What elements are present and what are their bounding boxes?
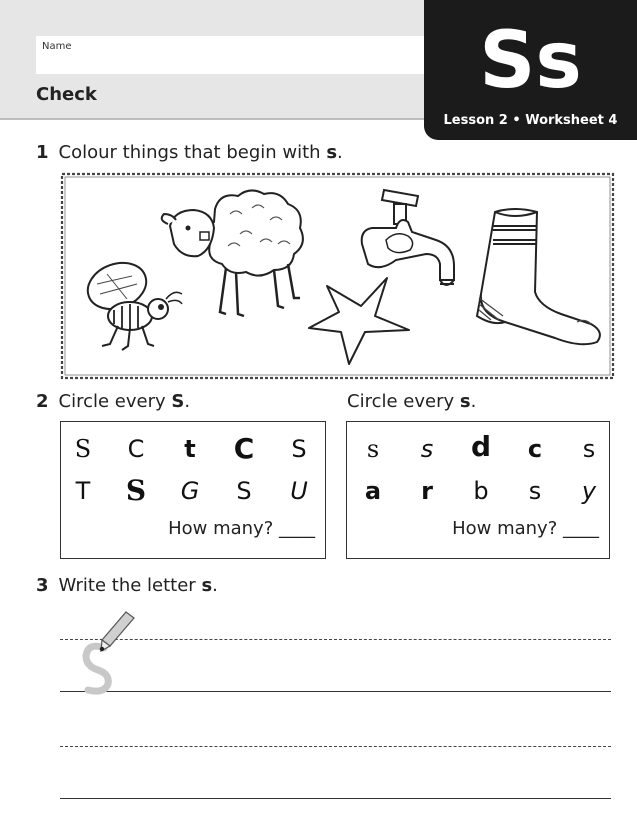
letter-cell[interactable]: S	[74, 435, 92, 463]
question-text: Colour things that begin with	[58, 142, 327, 163]
question-punct: .	[212, 575, 218, 596]
how-many-prompt: How many? ____	[168, 518, 315, 539]
trace-letter-s-icon	[70, 604, 140, 696]
letter-cell[interactable]: s	[582, 435, 596, 463]
prompt-letter: S	[171, 391, 185, 412]
letter-cell[interactable]: c	[527, 435, 543, 463]
letter-cell[interactable]: s	[528, 477, 542, 505]
sock-icon[interactable]	[465, 206, 610, 354]
writing-baseline-2[interactable]	[60, 798, 611, 799]
prompt-text: Circle every	[58, 391, 172, 412]
writing-guide-dashed-1	[60, 639, 611, 640]
writing-guide-dashed-2	[60, 746, 611, 747]
big-letters: Ss	[479, 16, 582, 106]
tap-icon[interactable]	[356, 180, 466, 300]
letter-cell[interactable]: b	[473, 477, 489, 505]
letter-cell[interactable]: S	[291, 435, 307, 463]
question-number: 2	[36, 391, 49, 412]
letter-cell[interactable]: y	[581, 477, 597, 505]
letter-cell[interactable]: S	[236, 477, 252, 505]
letter-cell[interactable]: G	[180, 477, 200, 505]
prompt-punct: .	[470, 391, 477, 412]
letter-cell[interactable]: d	[470, 430, 492, 463]
question-3	[36, 575, 218, 596]
question-1	[36, 142, 343, 163]
letter-cell[interactable]: s	[420, 435, 434, 463]
letter-cell[interactable]: a	[364, 477, 382, 505]
pencil-icon	[100, 612, 134, 651]
question-number: 3	[36, 575, 49, 596]
letter-box-lowercase	[346, 421, 610, 559]
picture-frame	[60, 172, 615, 380]
letter-badge	[424, 0, 637, 140]
writing-baseline-1[interactable]	[60, 691, 611, 692]
sheep-icon[interactable]	[160, 184, 310, 329]
letter-cell[interactable]: r	[421, 477, 433, 505]
question-text: Write the letter	[58, 575, 202, 596]
question-number: 1	[36, 142, 49, 163]
letter-box-capital	[60, 421, 326, 559]
prompt-punct: .	[184, 391, 191, 412]
letter-cell[interactable]: C	[127, 435, 145, 463]
question-letter: s	[326, 142, 338, 163]
letter-cell[interactable]: T	[75, 477, 91, 505]
check-title: Check	[36, 84, 97, 105]
letter-cell[interactable]: S	[125, 474, 147, 507]
prompt-text: Circle every	[347, 391, 460, 412]
name-label: Name	[42, 41, 72, 52]
name-field[interactable]	[36, 36, 430, 74]
letter-cell[interactable]: C	[233, 432, 255, 465]
letter-cell[interactable]: t	[184, 435, 196, 463]
letter-cell[interactable]: s	[366, 435, 380, 463]
lesson-label: Lesson 2 • Worksheet 4	[443, 113, 618, 128]
question-letter: s	[201, 575, 213, 596]
prompt-letter: s	[459, 391, 471, 412]
how-many-prompt: How many? ____	[452, 518, 599, 539]
question-2-left-prompt	[36, 391, 190, 412]
question-2-right-prompt	[347, 391, 476, 412]
letter-cell[interactable]: U	[290, 477, 308, 505]
question-punct: .	[337, 142, 343, 163]
header-band	[0, 0, 430, 120]
